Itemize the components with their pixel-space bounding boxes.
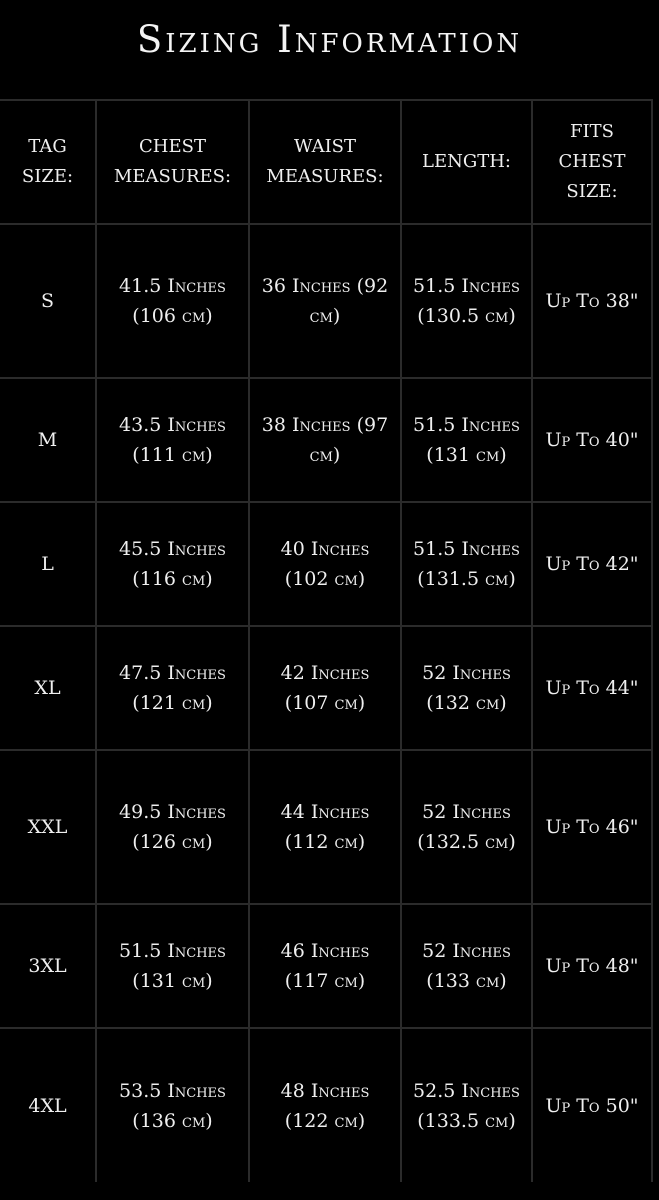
length-cell: 51.5 Inches (130.5 cm) (401, 224, 532, 378)
table-row (0, 750, 652, 904)
tag-size-cell: 4XL (0, 1028, 96, 1182)
table-row (0, 904, 652, 1028)
sizing-table (0, 99, 653, 1182)
length-cell: 51.5 Inches (131.5 cm) (401, 502, 532, 626)
header-waist-measures: WAIST MEASURES: (249, 100, 401, 224)
tag-size-cell: L (0, 502, 96, 626)
tag-size-cell: XL (0, 626, 96, 750)
chest-cell: 41.5 Inches (106 cm) (96, 224, 249, 378)
fits-chest-cell: Up To 40" (532, 378, 652, 502)
tag-size-cell: S (0, 224, 96, 378)
fits-chest-cell: Up To 38" (532, 224, 652, 378)
fits-chest-cell: Up To 42" (532, 502, 652, 626)
table-row (0, 626, 652, 750)
tag-size-cell: XXL (0, 750, 96, 904)
length-cell: 52 Inches (132 cm) (401, 626, 532, 750)
fits-chest-cell: Up To 46" (532, 750, 652, 904)
tag-size-cell: 3XL (0, 904, 96, 1028)
chest-cell: 53.5 Inches (136 cm) (96, 1028, 249, 1182)
waist-cell: 40 Inches (102 cm) (249, 502, 401, 626)
table-row (0, 1028, 652, 1182)
chest-cell: 47.5 Inches (121 cm) (96, 626, 249, 750)
header-length: LENGTH: (401, 100, 532, 224)
chest-cell: 49.5 Inches (126 cm) (96, 750, 249, 904)
waist-cell: 42 Inches (107 cm) (249, 626, 401, 750)
fits-chest-cell: Up To 48" (532, 904, 652, 1028)
page-title: Sizing Information (136, 18, 523, 61)
waist-cell: 46 Inches (117 cm) (249, 904, 401, 1028)
waist-cell: 44 Inches (112 cm) (249, 750, 401, 904)
waist-cell: 38 Inches (97 cm) (249, 378, 401, 502)
fits-chest-cell: Up To 44" (532, 626, 652, 750)
length-cell: 52 Inches (132.5 cm) (401, 750, 532, 904)
table-row (0, 224, 652, 378)
header-chest-measures: CHEST MEASURES: (96, 100, 249, 224)
header-fits-chest-size: FITS CHEST SIZE: (532, 100, 652, 224)
chest-cell: 43.5 Inches (111 cm) (96, 378, 249, 502)
table-header-row (0, 100, 652, 224)
table-row (0, 378, 652, 502)
chest-cell: 45.5 Inches (116 cm) (96, 502, 249, 626)
length-cell: 51.5 Inches (131 cm) (401, 378, 532, 502)
fits-chest-cell: Up To 50" (532, 1028, 652, 1182)
tag-size-cell: M (0, 378, 96, 502)
chest-cell: 51.5 Inches (131 cm) (96, 904, 249, 1028)
waist-cell: 36 Inches (92 cm) (249, 224, 401, 378)
waist-cell: 48 Inches (122 cm) (249, 1028, 401, 1182)
length-cell: 52.5 Inches (133.5 cm) (401, 1028, 532, 1182)
table-row (0, 502, 652, 626)
header-tag-size: TAG SIZE: (0, 100, 96, 224)
length-cell: 52 Inches (133 cm) (401, 904, 532, 1028)
